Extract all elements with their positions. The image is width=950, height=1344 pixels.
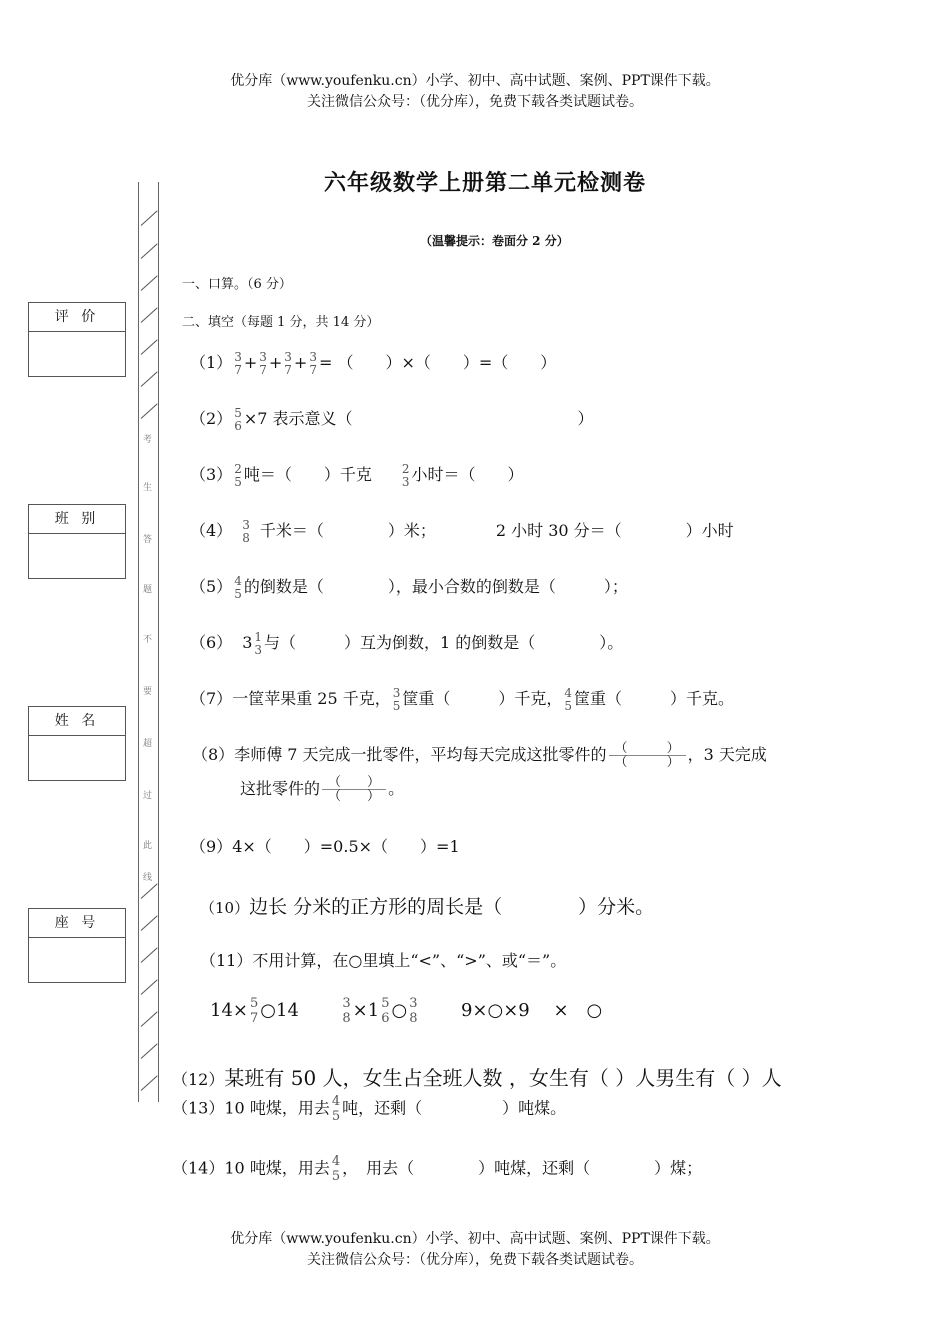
fraction: 3 8 [342,996,351,1026]
question-8-line-2: 这批零件的 （ ） （ ） 。 [240,775,405,804]
fraction: 3 7 [259,349,267,377]
margin-mark: 考 [143,435,153,445]
section-2-heading: 二、填空（每题 1 分，共 14 分） [182,315,380,330]
margin-line-right [158,182,159,1102]
question-10: （10）边长 分米的正方形的周长是（ ）分米。 [200,896,655,918]
margin-mark: 题 [143,585,153,595]
footer-line-2: 关注微信公众号：（优分库），免费下载各类试题试卷。 [307,1252,643,1268]
page-title: 六年级数学上册第二单元检测卷 [324,170,647,196]
question-6: （6） 3 1 3 与（ ）互为倒数，1 的倒数是（ ）。 [190,629,624,657]
box-evaluation: 评 价 [28,302,126,377]
question-11-expressions: 14× 5 7 ○14 3 8 ×1 5 6 ○ 3 8 9×○×9 × ○ [210,996,603,1026]
margin-mark: 线 [143,873,153,883]
blank-fraction: （ ） （ ） [609,742,686,769]
question-13: （13）10 吨煤，用去 4 5 吨，还剩（ ）吨煤。 [172,1094,567,1124]
evaluation-field[interactable] [29,332,125,376]
question-11: （11）不用计算，在○里填上“<”、“>”、或“＝”。 [200,951,567,970]
margin-mark: 不 [143,635,153,645]
question-8: （8）李师傅 7 天完成一批零件，平均每天完成这批零件的 （ ） （ ） ，3 天完成 [192,741,767,770]
class-field[interactable] [29,534,125,578]
seat-field[interactable] [29,938,125,982]
header-line-2: 关注微信公众号：（优分库），免费下载各类试题试卷。 [307,94,643,110]
fraction: 3 7 [309,349,317,377]
margin-mark: 超 [143,739,153,749]
fraction: 4 5 [234,573,242,601]
blank-fraction: （ ） （ ） [322,776,386,803]
fraction: 4 5 [331,1094,341,1124]
fraction: 2 3 [401,461,410,489]
margin-mark: 此 [143,841,153,851]
fraction: 2 5 [234,461,242,489]
box-seat: 座 号 [28,908,126,983]
fraction: 3 8 [409,996,418,1026]
fraction: 3 7 [234,349,242,377]
question-12: （12）某班有 50 人，女生占全班人数 ，女生有（ ）人男生有（ ）人 [172,1066,782,1090]
margin-mark: 生 [143,483,153,493]
fraction: 3 7 [284,349,292,377]
question-2: （2） 5 6 ×7 表示意义（ ） [190,405,594,433]
question-5: （5） 4 5 的倒数是（ ），最小合数的倒数是（ ）； [190,573,628,601]
fraction: 1 3 [254,629,263,657]
footer-line-1: 优分库（www.youfenku.cn）小学、初中、高中试题、案例、PPT课件下载。 [230,1231,720,1247]
question-9: （9）4×（ ）=0.5×（ ）=1 [190,837,460,856]
fraction: 5 7 [250,996,259,1026]
margin-line-left [138,182,139,1102]
fraction: 3 5 [392,685,401,713]
box-class: 班 别 [28,504,126,579]
fraction: 4 5 [331,1154,341,1184]
fraction: 3 8 [242,517,250,545]
margin-mark: 过 [143,791,153,801]
box-name: 姓 名 [28,706,126,781]
fraction: 4 5 [564,685,573,713]
name-field[interactable] [29,736,125,780]
fraction: 5 6 [234,405,242,433]
question-1: （1） 3 7 + 3 7 + 3 7 + 3 7 = （ ）×（ ）=（ ） [190,349,557,377]
margin-mark: 要 [143,687,153,697]
question-4: （4） 3 8 千米＝（ ）米； 2 小时 30 分＝（ ）小时 [190,517,734,545]
margin-mark: 答 [143,535,153,545]
header-line-1: 优分库（www.youfenku.cn）小学、初中、高中试题、案例、PPT课件下载。 [230,73,720,89]
question-3: （3） 2 5 吨＝（ ）千克 2 3 小时＝（ ） [190,461,524,489]
tip: （温馨提示：卷面分 2 分） [420,234,569,248]
question-14: （14）10 吨煤，用去 4 5 ， 用去（ ）吨煤，还剩（ ）煤； [172,1154,703,1184]
fraction: 5 6 [381,996,390,1026]
question-7: （7）一筐苹果重 25 千克， 3 5 筐重（ ）千克， 4 5 筐重（ ）千克。 [190,685,735,713]
section-1-heading: 一、口算。（6 分） [182,277,292,292]
